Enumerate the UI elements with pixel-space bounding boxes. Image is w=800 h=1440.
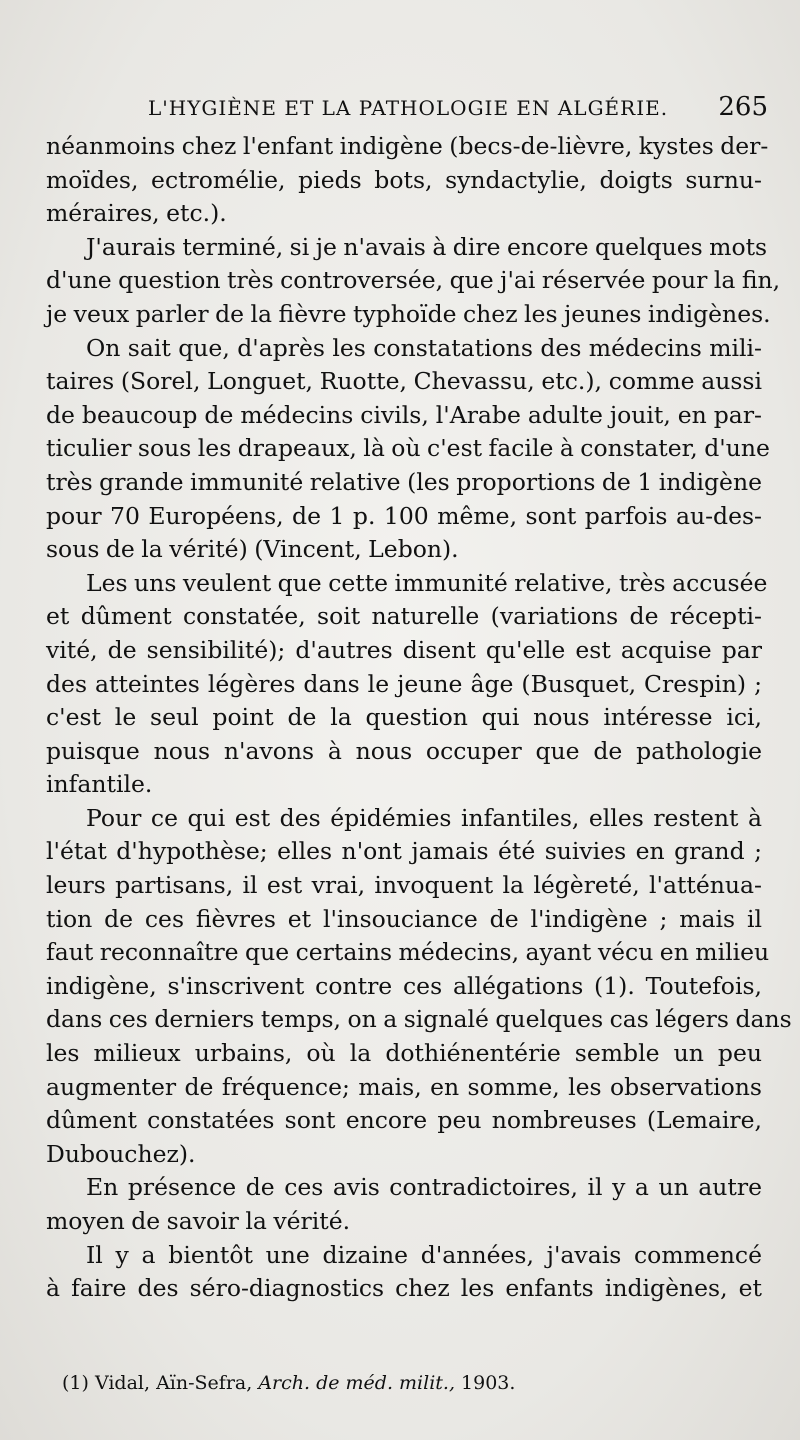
text-line: et dûment constatée, soit naturelle (variations de récepti- [46, 602, 762, 631]
text-line: J'aurais terminé, si je n'avais à dire encore quelques mots [86, 232, 768, 261]
text-line: néanmoins chez l'enfant indigène (becs-de-lièvre, kystes der- [46, 132, 769, 160]
text-line: ticulier sous les drapeaux, là où c'est facile à constater, d'une [46, 434, 770, 463]
text-line: les milieux urbains, où la dothiénentérie semble un peu [46, 1039, 762, 1068]
text-line: faut reconnaître que certains médecins, ayant vécu en milieu [46, 938, 770, 967]
text-line: c'est le seul point de la question qui nous intéresse ici, [46, 703, 762, 732]
text-line: Pour ce qui est des épidémies infantiles, elles restent à [86, 803, 762, 832]
running-title: L'HYGIÈNE ET LA PATHOLOGIE EN ALGÉRIE. [148, 96, 669, 120]
page-number: 265 [718, 92, 768, 122]
text-line: taires (Sorel, Longuet, Ruotte, Chevassu, etc.), comme aussi [46, 367, 762, 396]
text-line: moyen de savoir la vérité. [46, 1207, 351, 1235]
footnote-author: Vidal, Aïn-Sefra, [94, 1372, 253, 1394]
footnote [62, 1372, 762, 1394]
text-line: d'une question très controversée, que j'ai réservée pour la fin, [46, 266, 781, 295]
text-line: dans ces derniers temps, on a signalé quelques cas légers dans [46, 1005, 792, 1034]
text-line: pour 70 Européens, de 1 p. 100 même, sont parfois au-des- [46, 501, 762, 530]
text-line: leurs partisans, il est vrai, invoquent la légèreté, l'atténua- [46, 871, 762, 900]
text-line: à faire des séro-diagnostics chez les enfants indigènes, et [46, 1274, 762, 1303]
text-line: Dubouchez). [46, 1139, 196, 1168]
text-line: sous de la vérité) (Vincent, Lebon). [46, 535, 459, 564]
text-line: En présence de ces avis contradictoires, il y a un autre [86, 1173, 762, 1202]
text-line: méraires, etc.). [46, 199, 227, 228]
text-line: Il y a bientôt une dizaine d'années, j'avais commencé [86, 1240, 762, 1269]
text-line: puisque nous n'avons à nous occuper que de pathologie [46, 736, 762, 765]
text-line: vité, de sensibilité); d'autres disent qu'elle est acquise par [46, 635, 762, 664]
text-line: moïdes, ectromélie, pieds bots, syndactylie, doigts surnu- [46, 165, 762, 194]
text-line: l'état d'hypothèse; elles n'ont jamais été suivies en grand ; [46, 837, 762, 866]
text-line: On sait que, d'après les constatations des médecins mili- [86, 333, 762, 362]
text-line: très grande immunité relative (les proportions de 1 indigène [46, 467, 762, 496]
text-line: indigène, s'inscrivent contre ces allégations (1). Toutefois, [46, 971, 762, 1000]
text-line: Les uns veulent que cette immunité relative, très accusée [86, 568, 768, 597]
footnote-year: 1903. [461, 1372, 516, 1394]
text-line: je veux parler de la fièvre typhoïde chez les jeunes indigènes. [46, 299, 771, 328]
footnote-journal-title: Arch. de méd. milit., [258, 1372, 455, 1394]
text-line: infantile. [46, 770, 153, 799]
text-line: augmenter de fréquence; mais, en somme, les observations [46, 1072, 762, 1101]
page-header [148, 92, 768, 124]
text-line: dûment constatées sont encore peu nombreuses (Lemaire, [46, 1106, 762, 1135]
text-line: des atteintes légères dans le jeune âge (Busquet, Crespin) ; [46, 669, 762, 698]
text-line: de beaucoup de médecins civils, l'Arabe adulte jouit, en par- [46, 400, 762, 429]
footnote-marker: (1) [62, 1372, 89, 1394]
body-text [46, 130, 792, 1306]
text-line: tion de ces fièvres et l'insouciance de l'indigène ; mais il [46, 904, 762, 933]
